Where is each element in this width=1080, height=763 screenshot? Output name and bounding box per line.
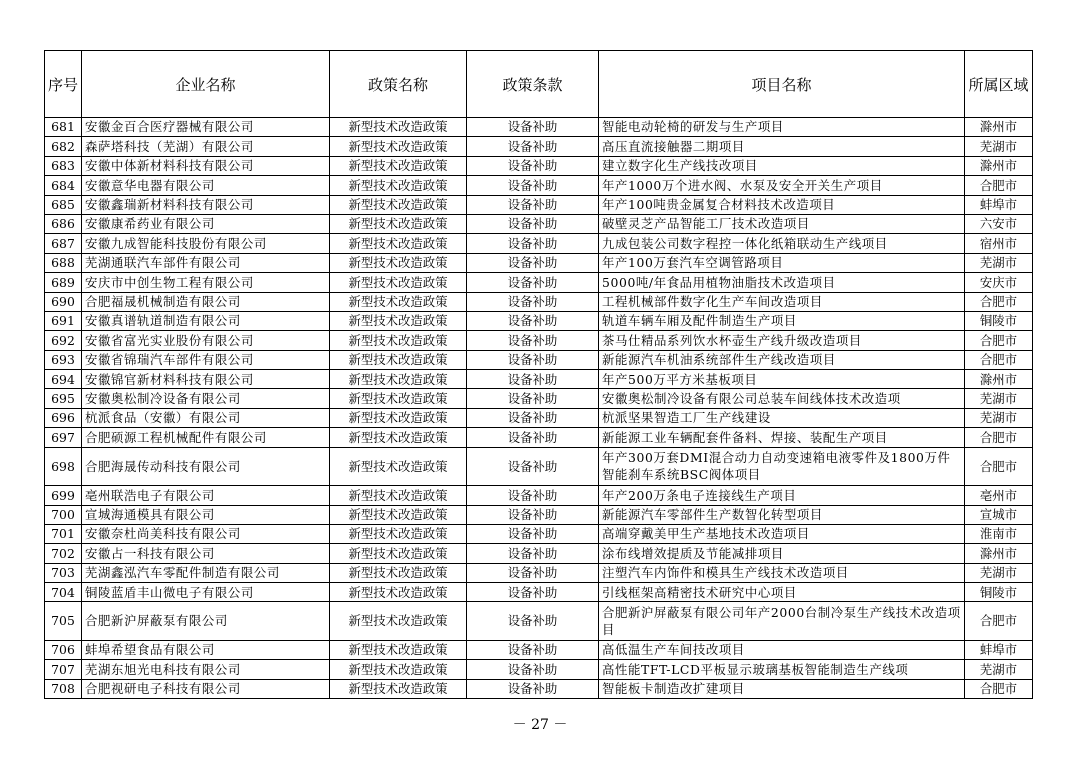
- cell-project-name: 新能源汽车零部件生产数智化转型项目: [599, 505, 965, 524]
- table-row: [45, 408, 1033, 427]
- cell-project-name: 轨道车辆车厢及配件制造生产项目: [599, 311, 965, 330]
- cell-company-name: 合肥福晟机械制造有限公司: [82, 292, 330, 311]
- cell-policy-name: 新型技术改造政策: [330, 563, 467, 582]
- cell-region: 合肥市: [965, 350, 1033, 369]
- cell-company-name: 安徽真谱轨道制造有限公司: [82, 311, 330, 330]
- cell-project-name: 建立数字化生产线技改项目: [599, 156, 965, 175]
- cell-company-name: 安徽奈杜尚美科技有限公司: [82, 524, 330, 543]
- cell-policy-name: 新型技术改造政策: [330, 389, 467, 408]
- cell-policy-clause: 设备补助: [467, 640, 599, 659]
- cell-policy-name: 新型技术改造政策: [330, 602, 467, 641]
- cell-region: 滁州市: [965, 156, 1033, 175]
- cell-project-name: 年产200万条电子连接线生产项目: [599, 486, 965, 505]
- cell-project-name: 年产100万套汽车空调管路项目: [599, 253, 965, 272]
- cell-project-name: 注塑汽车内饰件和模具生产线技术改造项目: [599, 563, 965, 582]
- cell-project-name: 涂布线增效提质及节能减排项目: [599, 544, 965, 563]
- header-serial-number: 序号: [45, 51, 82, 118]
- table-row: [45, 350, 1033, 369]
- cell-policy-clause: 设备补助: [467, 524, 599, 543]
- cell-serial-number: 705: [45, 602, 82, 641]
- cell-serial-number: 708: [45, 679, 82, 698]
- table-row: [45, 370, 1033, 389]
- cell-region: 宣城市: [965, 505, 1033, 524]
- cell-region: 安庆市: [965, 273, 1033, 292]
- cell-serial-number: 681: [45, 118, 82, 137]
- cell-policy-clause: 设备补助: [467, 253, 599, 272]
- cell-policy-name: 新型技术改造政策: [330, 118, 467, 137]
- cell-policy-name: 新型技术改造政策: [330, 156, 467, 175]
- table-row: [45, 137, 1033, 156]
- table-row: [45, 563, 1033, 582]
- cell-policy-clause: 设备补助: [467, 137, 599, 156]
- cell-serial-number: 686: [45, 214, 82, 233]
- cell-company-name: 芜湖鑫泓汽车零配件制造有限公司: [82, 563, 330, 582]
- cell-company-name: 合肥海晟传动科技有限公司: [82, 447, 330, 486]
- cell-region: 芜湖市: [965, 408, 1033, 427]
- cell-company-name: 合肥新沪屏蔽泵有限公司: [82, 602, 330, 641]
- cell-region: 淮南市: [965, 524, 1033, 543]
- table-row: [45, 602, 1033, 641]
- cell-project-name: 高性能TFT-LCD平板显示玻璃基板智能制造生产线项: [599, 660, 965, 679]
- cell-serial-number: 707: [45, 660, 82, 679]
- cell-policy-name: 新型技术改造政策: [330, 428, 467, 447]
- cell-serial-number: 698: [45, 447, 82, 486]
- cell-policy-clause: 设备补助: [467, 118, 599, 137]
- cell-serial-number: 695: [45, 389, 82, 408]
- table-header-row: [45, 51, 1033, 118]
- table-row: [45, 679, 1033, 698]
- table-row: [45, 118, 1033, 137]
- cell-serial-number: 690: [45, 292, 82, 311]
- cell-company-name: 安徽奥松制冷设备有限公司: [82, 389, 330, 408]
- cell-policy-clause: 设备补助: [467, 195, 599, 214]
- cell-project-name: 高压直流接触器二期项目: [599, 137, 965, 156]
- table-row: [45, 311, 1033, 330]
- cell-region: 六安市: [965, 214, 1033, 233]
- cell-region: 芜湖市: [965, 660, 1033, 679]
- cell-project-name: 年产500万平方米基板项目: [599, 370, 965, 389]
- cell-project-name: 年产1000万个进水阀、水泵及安全开关生产项目: [599, 176, 965, 195]
- cell-policy-clause: 设备补助: [467, 350, 599, 369]
- cell-region: 芜湖市: [965, 389, 1033, 408]
- cell-policy-clause: 设备补助: [467, 660, 599, 679]
- cell-serial-number: 683: [45, 156, 82, 175]
- cell-serial-number: 688: [45, 253, 82, 272]
- cell-region: 芜湖市: [965, 563, 1033, 582]
- table-row: [45, 331, 1033, 350]
- cell-policy-clause: 设备补助: [467, 214, 599, 233]
- cell-policy-name: 新型技术改造政策: [330, 311, 467, 330]
- cell-policy-clause: 设备补助: [467, 370, 599, 389]
- cell-policy-clause: 设备补助: [467, 544, 599, 563]
- cell-region: 蚌埠市: [965, 195, 1033, 214]
- cell-company-name: 芜湖通联汽车部件有限公司: [82, 253, 330, 272]
- cell-serial-number: 697: [45, 428, 82, 447]
- cell-policy-clause: 设备补助: [467, 505, 599, 524]
- cell-company-name: 杭派食品（安徽）有限公司: [82, 408, 330, 427]
- cell-region: 滁州市: [965, 370, 1033, 389]
- page-number: － 27 －: [512, 717, 568, 733]
- cell-serial-number: 694: [45, 370, 82, 389]
- cell-project-name: 年产300万套DMI混合动力自动变速箱电液零件及1800万件智能刹车系统BSC阀体项目: [599, 447, 965, 486]
- cell-company-name: 安徽意华电器有限公司: [82, 176, 330, 195]
- cell-region: 铜陵市: [965, 311, 1033, 330]
- table-row: [45, 195, 1033, 214]
- cell-company-name: 安徽省富光实业股份有限公司: [82, 331, 330, 350]
- cell-project-name: 工程机械部件数字化生产车间改造项目: [599, 292, 965, 311]
- cell-policy-clause: 设备补助: [467, 331, 599, 350]
- cell-policy-name: 新型技术改造政策: [330, 137, 467, 156]
- cell-project-name: 智能板卡制造改扩建项目: [599, 679, 965, 698]
- cell-policy-name: 新型技术改造政策: [330, 370, 467, 389]
- cell-serial-number: 703: [45, 563, 82, 582]
- cell-policy-clause: 设备补助: [467, 389, 599, 408]
- table-row: [45, 428, 1033, 447]
- cell-region: 蚌埠市: [965, 640, 1033, 659]
- cell-serial-number: 689: [45, 273, 82, 292]
- table-row: [45, 389, 1033, 408]
- cell-serial-number: 682: [45, 137, 82, 156]
- cell-region: 芜湖市: [965, 253, 1033, 272]
- header-region: 所属区域: [965, 51, 1033, 118]
- cell-serial-number: 704: [45, 583, 82, 602]
- table-row: [45, 505, 1033, 524]
- cell-region: 宿州市: [965, 234, 1033, 253]
- cell-policy-name: 新型技术改造政策: [330, 273, 467, 292]
- table-row: [45, 234, 1033, 253]
- cell-serial-number: 693: [45, 350, 82, 369]
- cell-policy-clause: 设备补助: [467, 156, 599, 175]
- cell-policy-clause: 设备补助: [467, 486, 599, 505]
- cell-company-name: 安徽九成智能科技股份有限公司: [82, 234, 330, 253]
- cell-company-name: 合肥硕源工程机械配件有限公司: [82, 428, 330, 447]
- cell-company-name: 安徽省锦瑞汽车部件有限公司: [82, 350, 330, 369]
- cell-region: 合肥市: [965, 428, 1033, 447]
- cell-project-name: 茶马仕精品系列饮水杯壶生产线升级改造项目: [599, 331, 965, 350]
- table-row: [45, 447, 1033, 486]
- cell-policy-name: 新型技术改造政策: [330, 214, 467, 233]
- cell-policy-name: 新型技术改造政策: [330, 544, 467, 563]
- cell-policy-clause: 设备补助: [467, 408, 599, 427]
- cell-project-name: 新能源汽车机油系统部件生产线改造项目: [599, 350, 965, 369]
- cell-policy-name: 新型技术改造政策: [330, 234, 467, 253]
- cell-project-name: 年产100吨贵金属复合材料技术改造项目: [599, 195, 965, 214]
- cell-policy-clause: 设备补助: [467, 176, 599, 195]
- cell-serial-number: 702: [45, 544, 82, 563]
- cell-policy-clause: 设备补助: [467, 679, 599, 698]
- cell-policy-name: 新型技术改造政策: [330, 195, 467, 214]
- cell-policy-name: 新型技术改造政策: [330, 524, 467, 543]
- cell-policy-clause: 设备补助: [467, 602, 599, 641]
- header-project-name: 项目名称: [599, 51, 965, 118]
- cell-policy-clause: 设备补助: [467, 563, 599, 582]
- cell-policy-name: 新型技术改造政策: [330, 505, 467, 524]
- cell-region: 铜陵市: [965, 583, 1033, 602]
- table-row: [45, 524, 1033, 543]
- cell-policy-clause: 设备补助: [467, 292, 599, 311]
- cell-policy-name: 新型技术改造政策: [330, 679, 467, 698]
- cell-company-name: 安徽锦官新材料科技有限公司: [82, 370, 330, 389]
- table-row: [45, 214, 1033, 233]
- cell-company-name: 合肥视研电子科技有限公司: [82, 679, 330, 698]
- cell-policy-clause: 设备补助: [467, 428, 599, 447]
- table-row: [45, 156, 1033, 175]
- cell-policy-clause: 设备补助: [467, 273, 599, 292]
- table-row: [45, 273, 1033, 292]
- cell-serial-number: 692: [45, 331, 82, 350]
- table-row: [45, 486, 1033, 505]
- cell-policy-name: 新型技术改造政策: [330, 408, 467, 427]
- cell-company-name: 芜湖东旭光电科技有限公司: [82, 660, 330, 679]
- table-row: [45, 660, 1033, 679]
- cell-project-name: 引线框架高精密技术研究中心项目: [599, 583, 965, 602]
- cell-policy-name: 新型技术改造政策: [330, 292, 467, 311]
- cell-region: 芜湖市: [965, 137, 1033, 156]
- cell-policy-clause: 设备补助: [467, 311, 599, 330]
- cell-policy-clause: 设备补助: [467, 583, 599, 602]
- cell-company-name: 安庆市中创生物工程有限公司: [82, 273, 330, 292]
- cell-project-name: 高端穿戴美甲生产基地技术改造项目: [599, 524, 965, 543]
- cell-project-name: 杭派坚果智造工厂生产线建设: [599, 408, 965, 427]
- cell-region: 合肥市: [965, 447, 1033, 486]
- cell-project-name: 九成包装公司数字程控一体化纸箱联动生产线项目: [599, 234, 965, 253]
- cell-company-name: 安徽康希药业有限公司: [82, 214, 330, 233]
- cell-company-name: 安徽中体新材料科技有限公司: [82, 156, 330, 175]
- cell-project-name: 破壁灵芝产品智能工厂技术改造项目: [599, 214, 965, 233]
- cell-region: 亳州市: [965, 486, 1033, 505]
- cell-region: 合肥市: [965, 292, 1033, 311]
- subsidy-table: [44, 50, 1033, 699]
- cell-policy-name: 新型技术改造政策: [330, 640, 467, 659]
- cell-policy-name: 新型技术改造政策: [330, 331, 467, 350]
- table-body: [45, 118, 1033, 699]
- cell-project-name: 合肥新沪屏蔽泵有限公司年产2000台制冷泵生产线技术改造项目: [599, 602, 965, 641]
- cell-policy-name: 新型技术改造政策: [330, 253, 467, 272]
- cell-project-name: 新能源工业车辆配套件备料、焊接、装配生产项目: [599, 428, 965, 447]
- cell-region: 滁州市: [965, 544, 1033, 563]
- cell-policy-name: 新型技术改造政策: [330, 350, 467, 369]
- cell-serial-number: 691: [45, 311, 82, 330]
- table-row: [45, 176, 1033, 195]
- cell-company-name: 安徽鑫瑞新材料科技有限公司: [82, 195, 330, 214]
- cell-serial-number: 684: [45, 176, 82, 195]
- cell-region: 合肥市: [965, 176, 1033, 195]
- cell-company-name: 亳州联浩电子有限公司: [82, 486, 330, 505]
- cell-project-name: 安徽奥松制冷设备有限公司总装车间线体技术改造项: [599, 389, 965, 408]
- cell-serial-number: 700: [45, 505, 82, 524]
- cell-policy-name: 新型技术改造政策: [330, 660, 467, 679]
- cell-policy-name: 新型技术改造政策: [330, 583, 467, 602]
- table-row: [45, 253, 1033, 272]
- cell-company-name: 蚌埠希望食品有限公司: [82, 640, 330, 659]
- header-policy-name: 政策名称: [330, 51, 467, 118]
- cell-project-name: 智能电动轮椅的研发与生产项目: [599, 118, 965, 137]
- cell-serial-number: 701: [45, 524, 82, 543]
- table-row: [45, 544, 1033, 563]
- cell-region: 滁州市: [965, 118, 1033, 137]
- cell-serial-number: 687: [45, 234, 82, 253]
- cell-policy-clause: 设备补助: [467, 234, 599, 253]
- cell-project-name: 高低温生产车间技改项目: [599, 640, 965, 659]
- cell-company-name: 安徽占一科技有限公司: [82, 544, 330, 563]
- cell-serial-number: 696: [45, 408, 82, 427]
- cell-region: 合肥市: [965, 331, 1033, 350]
- cell-company-name: 铜陵蓝盾丰山微电子有限公司: [82, 583, 330, 602]
- cell-policy-name: 新型技术改造政策: [330, 486, 467, 505]
- cell-policy-name: 新型技术改造政策: [330, 176, 467, 195]
- cell-company-name: 森萨塔科技（芜湖）有限公司: [82, 137, 330, 156]
- table-row: [45, 292, 1033, 311]
- cell-policy-name: 新型技术改造政策: [330, 447, 467, 486]
- cell-region: 合肥市: [965, 602, 1033, 641]
- cell-region: 合肥市: [965, 679, 1033, 698]
- cell-serial-number: 706: [45, 640, 82, 659]
- table-row: [45, 640, 1033, 659]
- cell-serial-number: 699: [45, 486, 82, 505]
- table-row: [45, 583, 1033, 602]
- header-company-name: 企业名称: [82, 51, 330, 118]
- cell-company-name: 宣城海通模具有限公司: [82, 505, 330, 524]
- cell-policy-clause: 设备补助: [467, 447, 599, 486]
- header-policy-clause: 政策条款: [467, 51, 599, 118]
- cell-company-name: 安徽金百合医疗器械有限公司: [82, 118, 330, 137]
- cell-serial-number: 685: [45, 195, 82, 214]
- cell-project-name: 5000吨/年食品用植物油脂技术改造项目: [599, 273, 965, 292]
